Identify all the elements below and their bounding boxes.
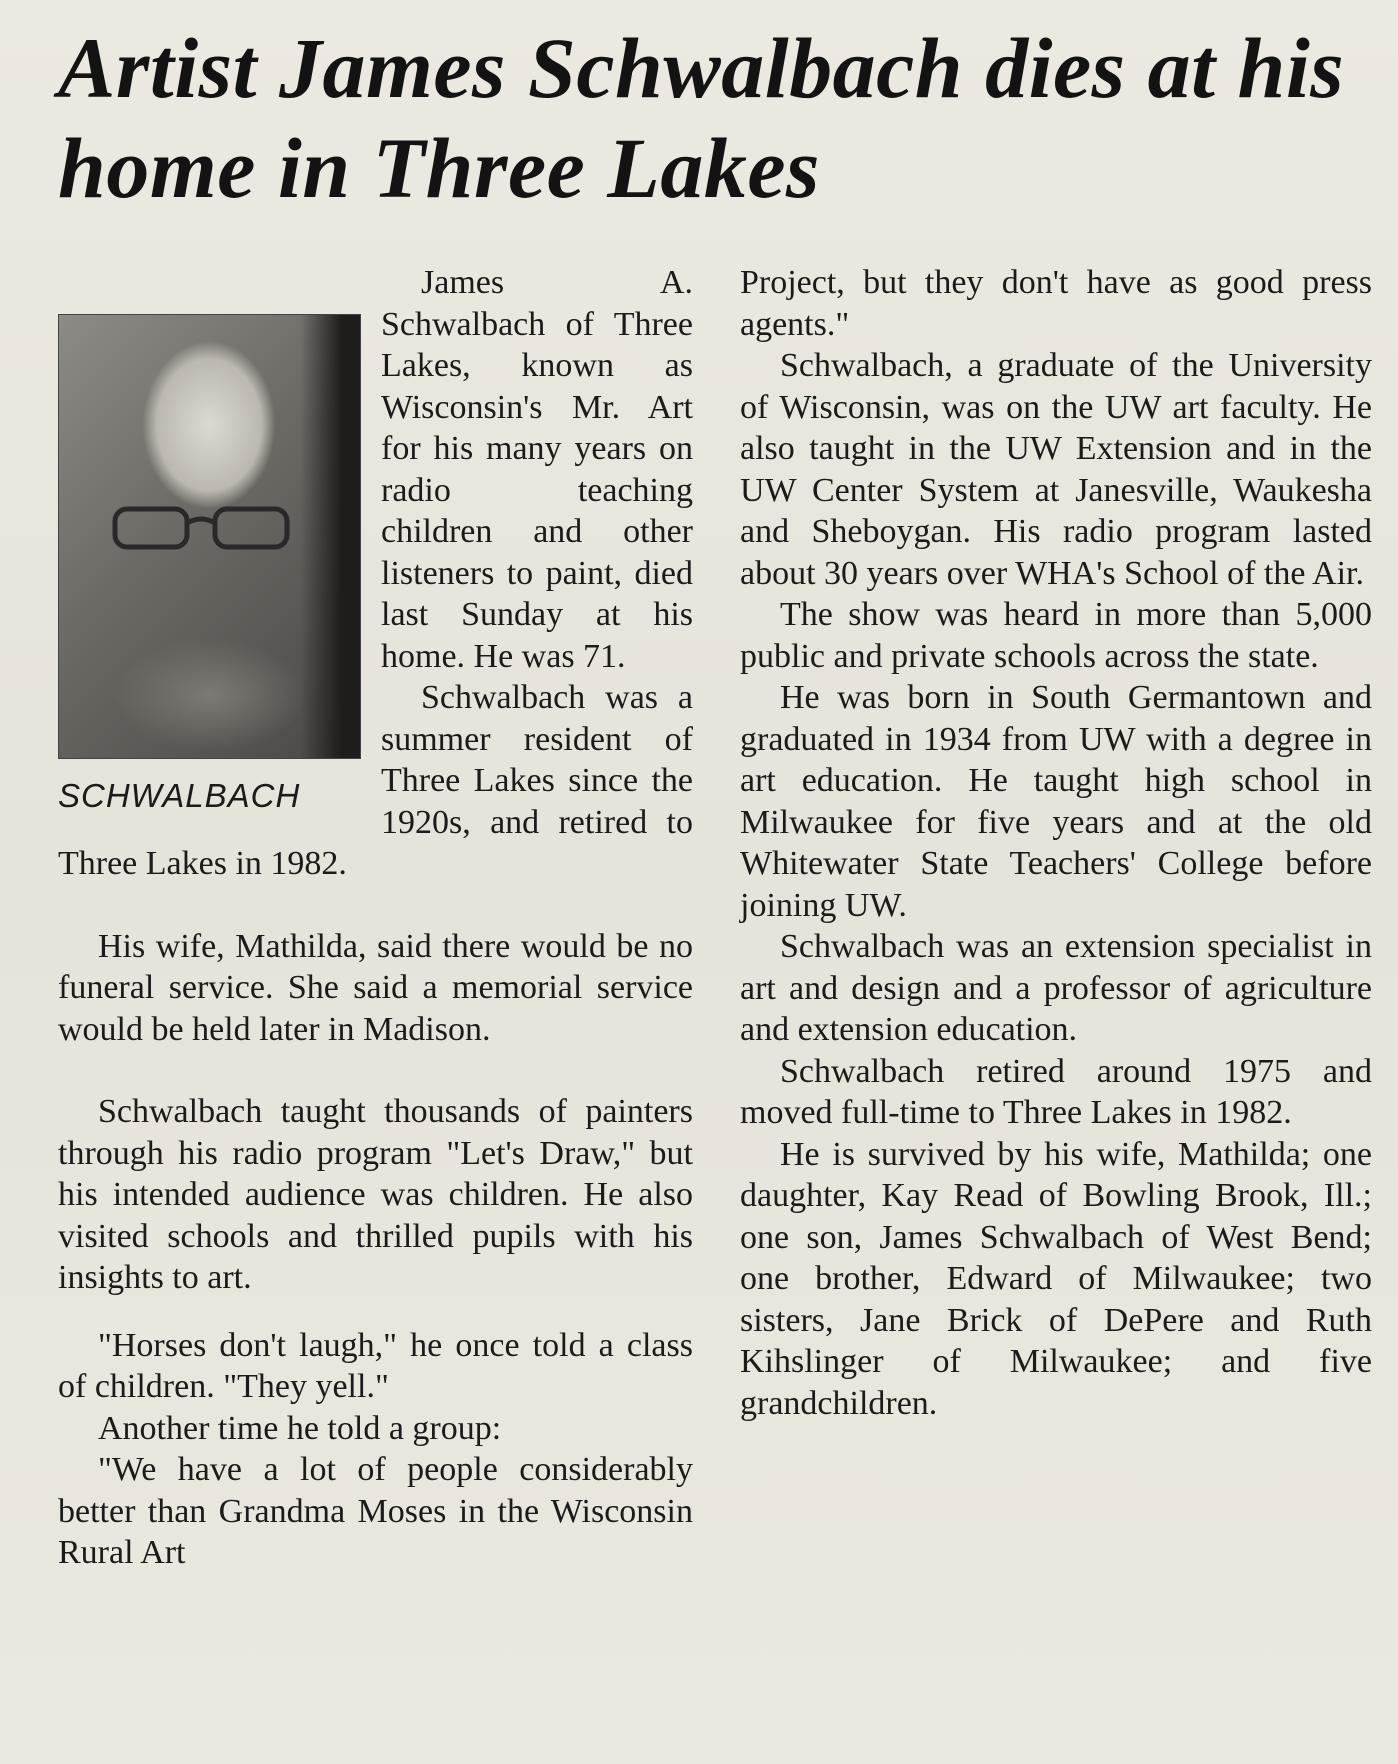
right-paragraph-7: He is survived by his wife, Mathilda; one daughter, Kay Read of Bowling Brook, Ill.; one son, James Schwalbach of West Bend; one brother, Edward of Milwaukee; two sisters, Jane Brick of DePere and Ruth Kihslinger of Milwaukee; and five grandchildren.	[740, 1135, 1372, 1422]
portrait-figure	[58, 314, 365, 817]
portrait-photo	[58, 314, 361, 759]
paragraph-gap	[58, 1050, 693, 1091]
headline: Artist James Schwalbach dies at his home in Three Lakes	[58, 20, 1345, 216]
article-column-right	[740, 262, 1372, 1424]
paragraph-gap	[58, 1299, 693, 1325]
right-paragraph-2: Schwalbach, a graduate of the University of Wisconsin, was on the UW art faculty. He also taught in the UW Extension and in the UW Center System at Janesville, Waukesha and Sheboygan. His radio program lasted about 30 years over WHA's School of the Air.	[740, 347, 1372, 592]
left-paragraph-5: "Horses don't laugh," he once told a class of children. "They yell."	[58, 1326, 693, 1405]
photo-shadow	[300, 315, 360, 758]
left-paragraph-2: Schwalbach was a summer resident of Three Lakes since the 1920s, and retired to Three Lakes in 1982.	[58, 679, 693, 882]
paragraph-gap	[58, 885, 693, 926]
right-paragraph-4: He was born in South Germantown and graduated in 1934 from UW with a degree in art education. He taught high school in Milwaukee for five years and at the old Whitewater State Teachers' College before joining UW.	[740, 679, 1372, 924]
left-paragraph-1: James A. Schwalbach of Three Lakes, known as Wisconsin's Mr. Art for his many years on radio teaching children and other listeners to paint, died last Sunday at his home. He was 71.	[381, 264, 693, 675]
eyeglasses-graphic	[111, 503, 301, 551]
right-paragraph-1: Project, but they don't have as good press agents."	[740, 264, 1372, 343]
left-paragraph-3: His wife, Mathilda, said there would be no funeral service. She said a memorial service would be held later in Madison.	[58, 927, 693, 1048]
left-paragraph-4: Schwalbach taught thousands of painters through his radio program "Let's Draw," but his intended audience was children. He also visited schools and thrilled pupils with his insights to art.	[58, 1093, 693, 1296]
right-paragraph-3: The show was heard in more than 5,000 public and private schools across the state.	[740, 596, 1372, 675]
left-paragraph-7: "We have a lot of people considerably better than Grandma Moses in the Wisconsin Rural Art	[58, 1451, 693, 1571]
article-column-left	[58, 262, 693, 1574]
right-paragraph-6: Schwalbach retired around 1975 and moved full-time to Three Lakes in 1982.	[740, 1052, 1372, 1131]
right-paragraph-5: Schwalbach was an extension specialist in art and design and a professor of agriculture and extension education.	[740, 928, 1372, 1048]
left-paragraph-6: Another time he told a group:	[98, 1409, 502, 1447]
photo-caption: SCHWALBACH	[58, 777, 301, 814]
